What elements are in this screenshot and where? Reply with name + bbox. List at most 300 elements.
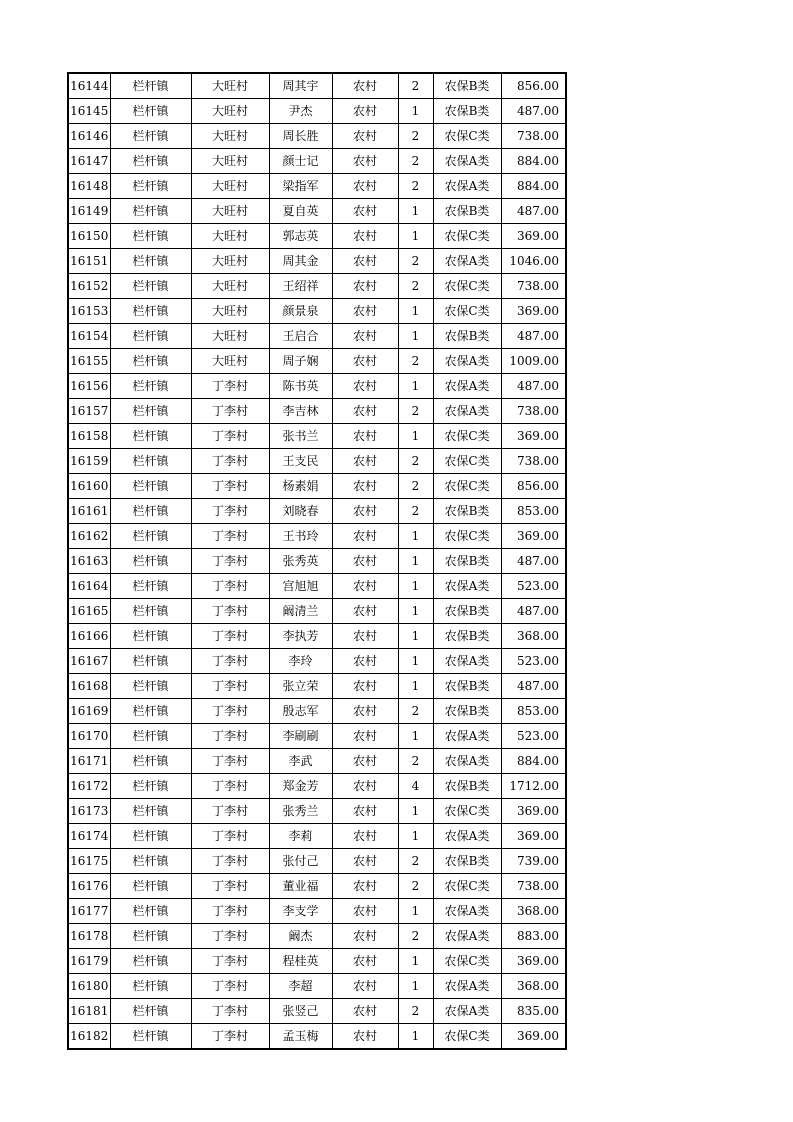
cell-town: 栏杆镇: [110, 949, 191, 974]
cell-village: 丁李村: [191, 649, 269, 674]
table-row: [68, 399, 566, 424]
cell-residence-type: 农村: [332, 574, 398, 599]
cell-village: 丁李村: [191, 724, 269, 749]
cell-town: 栏杆镇: [110, 249, 191, 274]
cell-village: 丁李村: [191, 899, 269, 924]
cell-record-id: 16172: [68, 774, 110, 799]
cell-village: 大旺村: [191, 274, 269, 299]
cell-insurance-category: 农保A类: [433, 999, 501, 1024]
table-row: [68, 624, 566, 649]
table-row: [68, 374, 566, 399]
cell-village: 大旺村: [191, 324, 269, 349]
cell-insurance-category: 农保A类: [433, 824, 501, 849]
cell-residence-type: 农村: [332, 874, 398, 899]
cell-record-id: 16152: [68, 274, 110, 299]
cell-person-name: 王书玲: [269, 524, 332, 549]
cell-residence-type: 农村: [332, 199, 398, 224]
cell-village: 丁李村: [191, 449, 269, 474]
cell-town: 栏杆镇: [110, 749, 191, 774]
cell-village: 丁李村: [191, 949, 269, 974]
cell-person-name: 张秀兰: [269, 799, 332, 824]
cell-residence-type: 农村: [332, 674, 398, 699]
cell-household-count: 1: [398, 799, 433, 824]
cell-insurance-category: 农保A类: [433, 349, 501, 374]
cell-record-id: 16171: [68, 749, 110, 774]
table-row: [68, 974, 566, 999]
cell-amount: 368.00: [501, 899, 566, 924]
cell-town: 栏杆镇: [110, 324, 191, 349]
cell-record-id: 16157: [68, 399, 110, 424]
cell-residence-type: 农村: [332, 974, 398, 999]
cell-town: 栏杆镇: [110, 73, 191, 99]
cell-record-id: 16166: [68, 624, 110, 649]
cell-village: 丁李村: [191, 999, 269, 1024]
cell-record-id: 16164: [68, 574, 110, 599]
cell-amount: 369.00: [501, 424, 566, 449]
cell-person-name: 郭志英: [269, 224, 332, 249]
cell-insurance-category: 农保B类: [433, 549, 501, 574]
cell-amount: 523.00: [501, 724, 566, 749]
cell-residence-type: 农村: [332, 474, 398, 499]
cell-insurance-category: 农保B类: [433, 199, 501, 224]
cell-amount: 884.00: [501, 749, 566, 774]
cell-insurance-category: 农保A类: [433, 574, 501, 599]
cell-town: 栏杆镇: [110, 199, 191, 224]
cell-amount: 739.00: [501, 849, 566, 874]
cell-town: 栏杆镇: [110, 149, 191, 174]
cell-record-id: 16155: [68, 349, 110, 374]
cell-person-name: 李武: [269, 749, 332, 774]
cell-record-id: 16167: [68, 649, 110, 674]
cell-person-name: 周其宇: [269, 73, 332, 99]
cell-record-id: 16174: [68, 824, 110, 849]
cell-town: 栏杆镇: [110, 174, 191, 199]
cell-residence-type: 农村: [332, 449, 398, 474]
cell-residence-type: 农村: [332, 999, 398, 1024]
cell-residence-type: 农村: [332, 1024, 398, 1050]
cell-village: 大旺村: [191, 224, 269, 249]
cell-residence-type: 农村: [332, 399, 398, 424]
cell-town: 栏杆镇: [110, 124, 191, 149]
cell-amount: 884.00: [501, 174, 566, 199]
cell-person-name: 张立荣: [269, 674, 332, 699]
cell-amount: 856.00: [501, 73, 566, 99]
cell-village: 大旺村: [191, 99, 269, 124]
cell-village: 丁李村: [191, 499, 269, 524]
cell-town: 栏杆镇: [110, 724, 191, 749]
cell-household-count: 1: [398, 574, 433, 599]
cell-village: 大旺村: [191, 199, 269, 224]
cell-amount: 835.00: [501, 999, 566, 1024]
cell-insurance-category: 农保B类: [433, 99, 501, 124]
table-body: [68, 73, 566, 1049]
cell-village: 大旺村: [191, 73, 269, 99]
table-row: [68, 99, 566, 124]
cell-village: 丁李村: [191, 924, 269, 949]
cell-residence-type: 农村: [332, 599, 398, 624]
cell-record-id: 16150: [68, 224, 110, 249]
records-table: [67, 72, 567, 1050]
cell-residence-type: 农村: [332, 124, 398, 149]
cell-amount: 738.00: [501, 874, 566, 899]
cell-household-count: 2: [398, 699, 433, 724]
cell-record-id: 16153: [68, 299, 110, 324]
cell-village: 丁李村: [191, 749, 269, 774]
cell-insurance-category: 农保B类: [433, 699, 501, 724]
cell-residence-type: 农村: [332, 249, 398, 274]
cell-town: 栏杆镇: [110, 524, 191, 549]
cell-household-count: 2: [398, 449, 433, 474]
cell-residence-type: 农村: [332, 899, 398, 924]
cell-record-id: 16165: [68, 599, 110, 624]
cell-person-name: 梁指军: [269, 174, 332, 199]
cell-person-name: 张竖己: [269, 999, 332, 1024]
table-row: [68, 499, 566, 524]
cell-town: 栏杆镇: [110, 924, 191, 949]
cell-household-count: 2: [398, 73, 433, 99]
cell-household-count: 1: [398, 299, 433, 324]
cell-person-name: 孟玉梅: [269, 1024, 332, 1050]
table-row: [68, 999, 566, 1024]
cell-town: 栏杆镇: [110, 399, 191, 424]
cell-amount: 369.00: [501, 949, 566, 974]
cell-amount: 1009.00: [501, 349, 566, 374]
cell-village: 大旺村: [191, 149, 269, 174]
cell-record-id: 16158: [68, 424, 110, 449]
cell-residence-type: 农村: [332, 749, 398, 774]
table-row: [68, 199, 566, 224]
cell-village: 丁李村: [191, 799, 269, 824]
cell-residence-type: 农村: [332, 799, 398, 824]
cell-insurance-category: 农保A类: [433, 149, 501, 174]
cell-household-count: 2: [398, 474, 433, 499]
cell-town: 栏杆镇: [110, 674, 191, 699]
table-row: [68, 824, 566, 849]
cell-household-count: 1: [398, 549, 433, 574]
cell-amount: 487.00: [501, 199, 566, 224]
cell-amount: 856.00: [501, 474, 566, 499]
cell-village: 大旺村: [191, 124, 269, 149]
cell-residence-type: 农村: [332, 649, 398, 674]
cell-record-id: 16180: [68, 974, 110, 999]
cell-town: 栏杆镇: [110, 274, 191, 299]
cell-amount: 738.00: [501, 274, 566, 299]
table-row: [68, 599, 566, 624]
cell-amount: 369.00: [501, 224, 566, 249]
cell-person-name: 殷志军: [269, 699, 332, 724]
cell-town: 栏杆镇: [110, 374, 191, 399]
table-row: [68, 149, 566, 174]
cell-household-count: 2: [398, 749, 433, 774]
cell-residence-type: 农村: [332, 624, 398, 649]
cell-person-name: 李玲: [269, 649, 332, 674]
cell-amount: 883.00: [501, 924, 566, 949]
cell-person-name: 李超: [269, 974, 332, 999]
cell-village: 丁李村: [191, 1024, 269, 1050]
table-row: [68, 724, 566, 749]
cell-record-id: 16177: [68, 899, 110, 924]
cell-insurance-category: 农保C类: [433, 299, 501, 324]
cell-household-count: 2: [398, 874, 433, 899]
cell-insurance-category: 农保B类: [433, 849, 501, 874]
cell-insurance-category: 农保C类: [433, 274, 501, 299]
cell-person-name: 张付己: [269, 849, 332, 874]
cell-record-id: 16169: [68, 699, 110, 724]
cell-residence-type: 农村: [332, 924, 398, 949]
cell-amount: 487.00: [501, 374, 566, 399]
cell-village: 丁李村: [191, 549, 269, 574]
table-row: [68, 849, 566, 874]
cell-insurance-category: 农保C类: [433, 474, 501, 499]
cell-person-name: 郑金芳: [269, 774, 332, 799]
table-row: [68, 474, 566, 499]
cell-person-name: 王绍祥: [269, 274, 332, 299]
cell-amount: 738.00: [501, 399, 566, 424]
cell-person-name: 董业福: [269, 874, 332, 899]
cell-insurance-category: 农保C类: [433, 799, 501, 824]
cell-town: 栏杆镇: [110, 974, 191, 999]
cell-household-count: 1: [398, 324, 433, 349]
table-row: [68, 699, 566, 724]
cell-record-id: 16149: [68, 199, 110, 224]
cell-village: 大旺村: [191, 249, 269, 274]
cell-record-id: 16147: [68, 149, 110, 174]
cell-village: 大旺村: [191, 349, 269, 374]
cell-person-name: 张书兰: [269, 424, 332, 449]
cell-record-id: 16159: [68, 449, 110, 474]
cell-household-count: 1: [398, 674, 433, 699]
cell-person-name: 周其金: [269, 249, 332, 274]
cell-insurance-category: 农保B类: [433, 624, 501, 649]
cell-town: 栏杆镇: [110, 624, 191, 649]
cell-household-count: 1: [398, 649, 433, 674]
cell-household-count: 1: [398, 899, 433, 924]
cell-household-count: 4: [398, 774, 433, 799]
table-row: [68, 174, 566, 199]
cell-amount: 523.00: [501, 574, 566, 599]
cell-town: 栏杆镇: [110, 874, 191, 899]
table-row: [68, 874, 566, 899]
cell-insurance-category: 农保B类: [433, 73, 501, 99]
cell-insurance-category: 农保C类: [433, 949, 501, 974]
cell-village: 丁李村: [191, 424, 269, 449]
cell-village: 丁李村: [191, 624, 269, 649]
cell-amount: 853.00: [501, 499, 566, 524]
cell-household-count: 2: [398, 174, 433, 199]
cell-insurance-category: 农保B类: [433, 674, 501, 699]
cell-record-id: 16146: [68, 124, 110, 149]
cell-amount: 523.00: [501, 649, 566, 674]
cell-person-name: 阚清兰: [269, 599, 332, 624]
cell-amount: 487.00: [501, 324, 566, 349]
table-row: [68, 774, 566, 799]
cell-amount: 369.00: [501, 524, 566, 549]
table-row: [68, 274, 566, 299]
table-row: [68, 674, 566, 699]
table-row: [68, 524, 566, 549]
cell-village: 丁李村: [191, 574, 269, 599]
cell-amount: 368.00: [501, 974, 566, 999]
cell-village: 丁李村: [191, 774, 269, 799]
cell-town: 栏杆镇: [110, 449, 191, 474]
cell-town: 栏杆镇: [110, 824, 191, 849]
cell-amount: 853.00: [501, 699, 566, 724]
table-row: [68, 749, 566, 774]
cell-household-count: 2: [398, 149, 433, 174]
cell-household-count: 1: [398, 99, 433, 124]
cell-record-id: 16179: [68, 949, 110, 974]
table-row: [68, 1024, 566, 1050]
table-row: [68, 324, 566, 349]
cell-record-id: 16181: [68, 999, 110, 1024]
table-row: [68, 224, 566, 249]
cell-amount: 369.00: [501, 299, 566, 324]
cell-residence-type: 农村: [332, 349, 398, 374]
cell-amount: 884.00: [501, 149, 566, 174]
cell-household-count: 2: [398, 274, 433, 299]
cell-record-id: 16162: [68, 524, 110, 549]
cell-residence-type: 农村: [332, 274, 398, 299]
cell-village: 丁李村: [191, 849, 269, 874]
cell-record-id: 16175: [68, 849, 110, 874]
cell-village: 丁李村: [191, 374, 269, 399]
cell-insurance-category: 农保C类: [433, 874, 501, 899]
cell-person-name: 刘晓春: [269, 499, 332, 524]
cell-amount: 369.00: [501, 824, 566, 849]
cell-insurance-category: 农保A类: [433, 749, 501, 774]
cell-insurance-category: 农保A类: [433, 724, 501, 749]
cell-residence-type: 农村: [332, 824, 398, 849]
cell-insurance-category: 农保A类: [433, 399, 501, 424]
cell-person-name: 王启合: [269, 324, 332, 349]
cell-town: 栏杆镇: [110, 599, 191, 624]
cell-record-id: 16151: [68, 249, 110, 274]
cell-residence-type: 农村: [332, 724, 398, 749]
table-row: [68, 73, 566, 99]
cell-town: 栏杆镇: [110, 474, 191, 499]
cell-town: 栏杆镇: [110, 499, 191, 524]
cell-insurance-category: 农保C类: [433, 224, 501, 249]
cell-residence-type: 农村: [332, 424, 398, 449]
cell-amount: 1046.00: [501, 249, 566, 274]
table-row: [68, 924, 566, 949]
cell-record-id: 16148: [68, 174, 110, 199]
cell-village: 丁李村: [191, 824, 269, 849]
cell-record-id: 16163: [68, 549, 110, 574]
cell-insurance-category: 农保C类: [433, 524, 501, 549]
cell-household-count: 2: [398, 349, 433, 374]
cell-person-name: 张秀英: [269, 549, 332, 574]
cell-record-id: 16161: [68, 499, 110, 524]
cell-person-name: 李吉林: [269, 399, 332, 424]
table-row: [68, 949, 566, 974]
cell-person-name: 陈书英: [269, 374, 332, 399]
cell-residence-type: 农村: [332, 299, 398, 324]
table-row: [68, 299, 566, 324]
cell-town: 栏杆镇: [110, 349, 191, 374]
cell-residence-type: 农村: [332, 499, 398, 524]
cell-person-name: 尹杰: [269, 99, 332, 124]
cell-household-count: 2: [398, 999, 433, 1024]
cell-household-count: 1: [398, 974, 433, 999]
cell-village: 丁李村: [191, 974, 269, 999]
cell-insurance-category: 农保C类: [433, 1024, 501, 1050]
table-row: [68, 349, 566, 374]
cell-village: 丁李村: [191, 399, 269, 424]
cell-record-id: 16160: [68, 474, 110, 499]
cell-household-count: 2: [398, 249, 433, 274]
cell-amount: 487.00: [501, 674, 566, 699]
cell-insurance-category: 农保C类: [433, 424, 501, 449]
table-row: [68, 649, 566, 674]
cell-insurance-category: 农保B类: [433, 774, 501, 799]
cell-town: 栏杆镇: [110, 774, 191, 799]
cell-person-name: 李执芳: [269, 624, 332, 649]
table-row: [68, 899, 566, 924]
cell-amount: 487.00: [501, 99, 566, 124]
cell-person-name: 阚杰: [269, 924, 332, 949]
cell-residence-type: 农村: [332, 99, 398, 124]
table-row: [68, 799, 566, 824]
cell-town: 栏杆镇: [110, 699, 191, 724]
cell-amount: 369.00: [501, 1024, 566, 1050]
cell-person-name: 王支民: [269, 449, 332, 474]
cell-household-count: 2: [398, 124, 433, 149]
cell-insurance-category: 农保B类: [433, 324, 501, 349]
cell-household-count: 1: [398, 374, 433, 399]
cell-person-name: 周子娴: [269, 349, 332, 374]
cell-town: 栏杆镇: [110, 649, 191, 674]
table-row: [68, 549, 566, 574]
cell-amount: 487.00: [501, 599, 566, 624]
cell-residence-type: 农村: [332, 73, 398, 99]
cell-person-name: 周长胜: [269, 124, 332, 149]
cell-person-name: 颜士记: [269, 149, 332, 174]
cell-town: 栏杆镇: [110, 1024, 191, 1050]
cell-household-count: 1: [398, 624, 433, 649]
cell-record-id: 16178: [68, 924, 110, 949]
cell-residence-type: 农村: [332, 174, 398, 199]
cell-person-name: 颜景泉: [269, 299, 332, 324]
cell-residence-type: 农村: [332, 324, 398, 349]
cell-residence-type: 农村: [332, 524, 398, 549]
cell-amount: 738.00: [501, 449, 566, 474]
cell-village: 大旺村: [191, 299, 269, 324]
cell-town: 栏杆镇: [110, 574, 191, 599]
cell-amount: 368.00: [501, 624, 566, 649]
cell-household-count: 1: [398, 224, 433, 249]
cell-town: 栏杆镇: [110, 849, 191, 874]
cell-record-id: 16173: [68, 799, 110, 824]
cell-town: 栏杆镇: [110, 224, 191, 249]
cell-record-id: 16145: [68, 99, 110, 124]
cell-record-id: 16144: [68, 73, 110, 99]
cell-record-id: 16168: [68, 674, 110, 699]
cell-residence-type: 农村: [332, 774, 398, 799]
cell-person-name: 李莉: [269, 824, 332, 849]
cell-village: 大旺村: [191, 174, 269, 199]
cell-residence-type: 农村: [332, 549, 398, 574]
cell-person-name: 李刷刷: [269, 724, 332, 749]
cell-town: 栏杆镇: [110, 299, 191, 324]
cell-town: 栏杆镇: [110, 799, 191, 824]
cell-person-name: 宫旭旭: [269, 574, 332, 599]
cell-household-count: 1: [398, 199, 433, 224]
cell-household-count: 1: [398, 599, 433, 624]
cell-residence-type: 农村: [332, 374, 398, 399]
cell-record-id: 16170: [68, 724, 110, 749]
cell-residence-type: 农村: [332, 699, 398, 724]
